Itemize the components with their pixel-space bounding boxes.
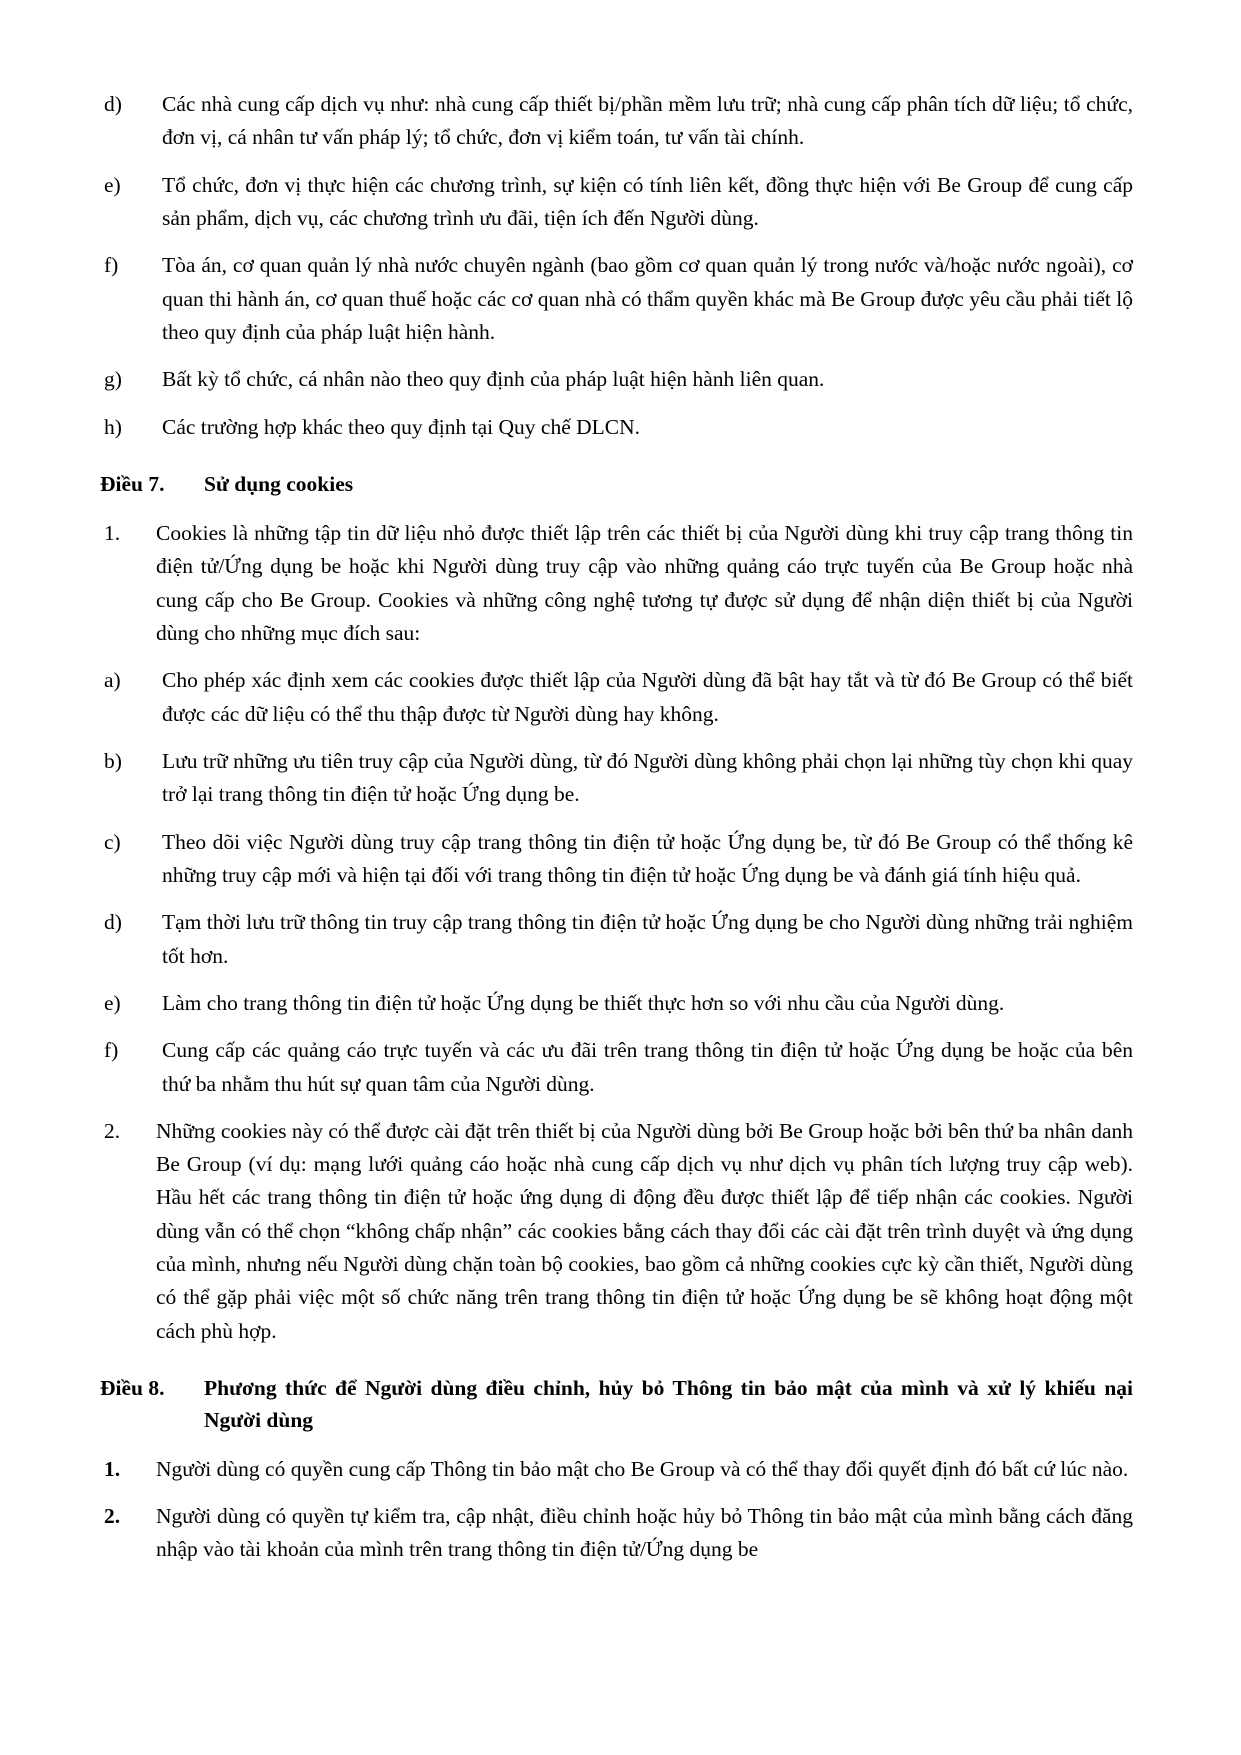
list-item-text: Theo dõi việc Người dùng truy cập trang thông tin điện tử hoặc Ứng dụng be, từ đó Be Group có thể thống kê những truy cập mới và hiện tại đối với trang thông tin điện tử hoặc Ứng dụng be và đánh giá tính hiệu quả. bbox=[162, 829, 1133, 887]
list-item-marker: e) bbox=[104, 172, 121, 197]
list-item-text: Tòa án, cơ quan quản lý nhà nước chuyên ngành (bao gồm cơ quan quản lý trong nước và/hoặc nước ngoài), cơ quan thi hành án, cơ quan thuế hoặc các cơ quan nhà có thẩm quyền khác mà Be Group được yêu cầu phải tiết lộ theo quy định của pháp luật hiện hành. bbox=[162, 253, 1133, 344]
list-item bbox=[100, 363, 1133, 396]
list-item-marker: d) bbox=[104, 92, 122, 116]
list-item bbox=[100, 826, 1133, 893]
article-heading-7 bbox=[100, 468, 1133, 501]
list-item-text: Các nhà cung cấp dịch vụ như: nhà cung cấp thiết bị/phần mềm lưu trữ; nhà cung cấp phân tích dữ liệu; tổ chức, đơn vị, cá nhân tư vấn pháp lý; tổ chức, đơn vị kiểm toán, tư vấn tài chính. bbox=[162, 92, 1133, 150]
list-item-text: Những cookies này có thể được cài đặt trên thiết bị của Người dùng bởi Be Group hoặc bởi bên thứ ba nhân danh Be Group (ví dụ: mạng lưới quảng cáo hoặc nhà cung cấp dịch vụ như dịch vụ phân tích lượng truy cập web). Hầu hết các trang thông tin điện tử hoặc ứng dụng di động đều được thiết lập để tiếp nhận các cookies. Người dùng vẫn có thể chọn “không chấp nhận” các cookies bằng cách thay đổi các cài đặt trên trình duyệt và ứng dụng của mình, nhưng nếu Người dùng chặn toàn bộ cookies, bao gồm cả những cookies cực kỳ cần thiết, Người dùng có thể gặp phải việc một số chức năng trên trang thông tin điện tử hoặc Ứng dụng be sẽ không hoạt động một cách phù hợp. bbox=[156, 1118, 1133, 1343]
list-item bbox=[100, 1034, 1133, 1101]
list-item-marker: b) bbox=[104, 749, 122, 773]
list-item-marker: a) bbox=[104, 668, 121, 693]
list-item-text: Người dùng có quyền tự kiểm tra, cập nhật, điều chỉnh hoặc hủy bỏ Thông tin bảo mật của mình bằng cách đăng nhập vào tài khoản của mình trên trang thông tin điện tử/Ứng dụng be bbox=[156, 1503, 1133, 1562]
list-item-text: Tổ chức, đơn vị thực hiện các chương trình, sự kiện có tính liên kết, đồng thực hiện với Be Group để cung cấp sản phẩm, dịch vụ, các chương trình ưu đãi, tiện ích đến Người dùng. bbox=[162, 172, 1133, 230]
list-item-text: Người dùng có quyền cung cấp Thông tin bảo mật cho Be Group và có thể thay đổi quyết định đó bất cứ lúc nào. bbox=[156, 1456, 1129, 1481]
list-item bbox=[100, 1115, 1133, 1348]
list-item bbox=[100, 906, 1133, 973]
list-item-marker: c) bbox=[104, 829, 121, 854]
list-item-marker: f) bbox=[104, 253, 119, 278]
list-item-text: Làm cho trang thông tin điện tử hoặc Ứng dụng be thiết thực hơn so với nhu cầu của Người dùng. bbox=[162, 990, 1005, 1015]
list-item-marker: g) bbox=[104, 367, 122, 392]
list-item-marker: 1. bbox=[104, 521, 121, 546]
list-item-text: Cho phép xác định xem các cookies được thiết lập của Người dùng đã bật hay tắt và từ đó Be Group có thể biết được các dữ liệu có thể thu thập được từ Người dùng hay không. bbox=[162, 668, 1133, 726]
list-item-text: Tạm thời lưu trữ thông tin truy cập trang thông tin điện tử hoặc Ứng dụng be cho Người dùng những trải nghiệm tốt hơn. bbox=[162, 910, 1133, 968]
list-item bbox=[100, 987, 1133, 1020]
list-item-text: Cung cấp các quảng cáo trực tuyến và các ưu đãi trên trang thông tin điện tử hoặc Ứng dụng be hoặc của bên thứ ba nhằm thu hút sự quan tâm của Người dùng. bbox=[162, 1038, 1133, 1096]
list-item-text: Cookies là những tập tin dữ liệu nhỏ được thiết lập trên các thiết bị của Người dùng khi truy cập trang thông tin điện tử/Ứng dụng be hoặc khi Người dùng truy cập vào những quảng cáo trực tuyến của Be Group hoặc nhà cung cấp cho Be Group. Cookies và những công nghệ tương tự được sử dụng để nhận diện thiết bị của Người dùng cho những mục đích sau: bbox=[156, 521, 1133, 646]
list-item-text: Bất kỳ tổ chức, cá nhân nào theo quy định của pháp luật hiện hành liên quan. bbox=[162, 367, 825, 392]
list-item bbox=[100, 1453, 1133, 1486]
list-item-marker: 1. bbox=[104, 1456, 121, 1481]
document-body bbox=[100, 88, 1133, 1566]
list-item bbox=[100, 1500, 1133, 1567]
list-item-marker: e) bbox=[104, 990, 121, 1015]
article-title: Phương thức để Người dùng điều chỉnh, hủy bỏ Thông tin bảo mật của mình và xử lý khiếu nại Người dùng bbox=[204, 1376, 1133, 1433]
list-item-text: Lưu trữ những ưu tiên truy cập của Người dùng, từ đó Người dùng không phải chọn lại những tùy chọn khi quay trở lại trang thông tin điện tử hoặc Ứng dụng be. bbox=[162, 749, 1133, 807]
list-item bbox=[100, 88, 1133, 155]
list-item bbox=[100, 745, 1133, 812]
list-item bbox=[100, 517, 1133, 650]
list-item-marker: 2. bbox=[104, 1118, 121, 1143]
list-item bbox=[100, 411, 1133, 444]
list-item bbox=[100, 664, 1133, 731]
article-number: Điều 7. bbox=[100, 471, 165, 496]
article-title: Sử dụng cookies bbox=[204, 471, 354, 496]
list-item-text: Các trường hợp khác theo quy định tại Quy chế DLCN. bbox=[162, 414, 641, 439]
article-number: Điều 8. bbox=[100, 1376, 165, 1400]
list-item-marker: f) bbox=[104, 1038, 119, 1063]
list-item-marker: h) bbox=[104, 414, 122, 439]
list-item bbox=[100, 169, 1133, 236]
article-heading-8 bbox=[100, 1372, 1133, 1437]
list-item bbox=[100, 249, 1133, 349]
list-item-marker: 2. bbox=[104, 1503, 121, 1528]
list-item-marker: d) bbox=[104, 910, 122, 935]
